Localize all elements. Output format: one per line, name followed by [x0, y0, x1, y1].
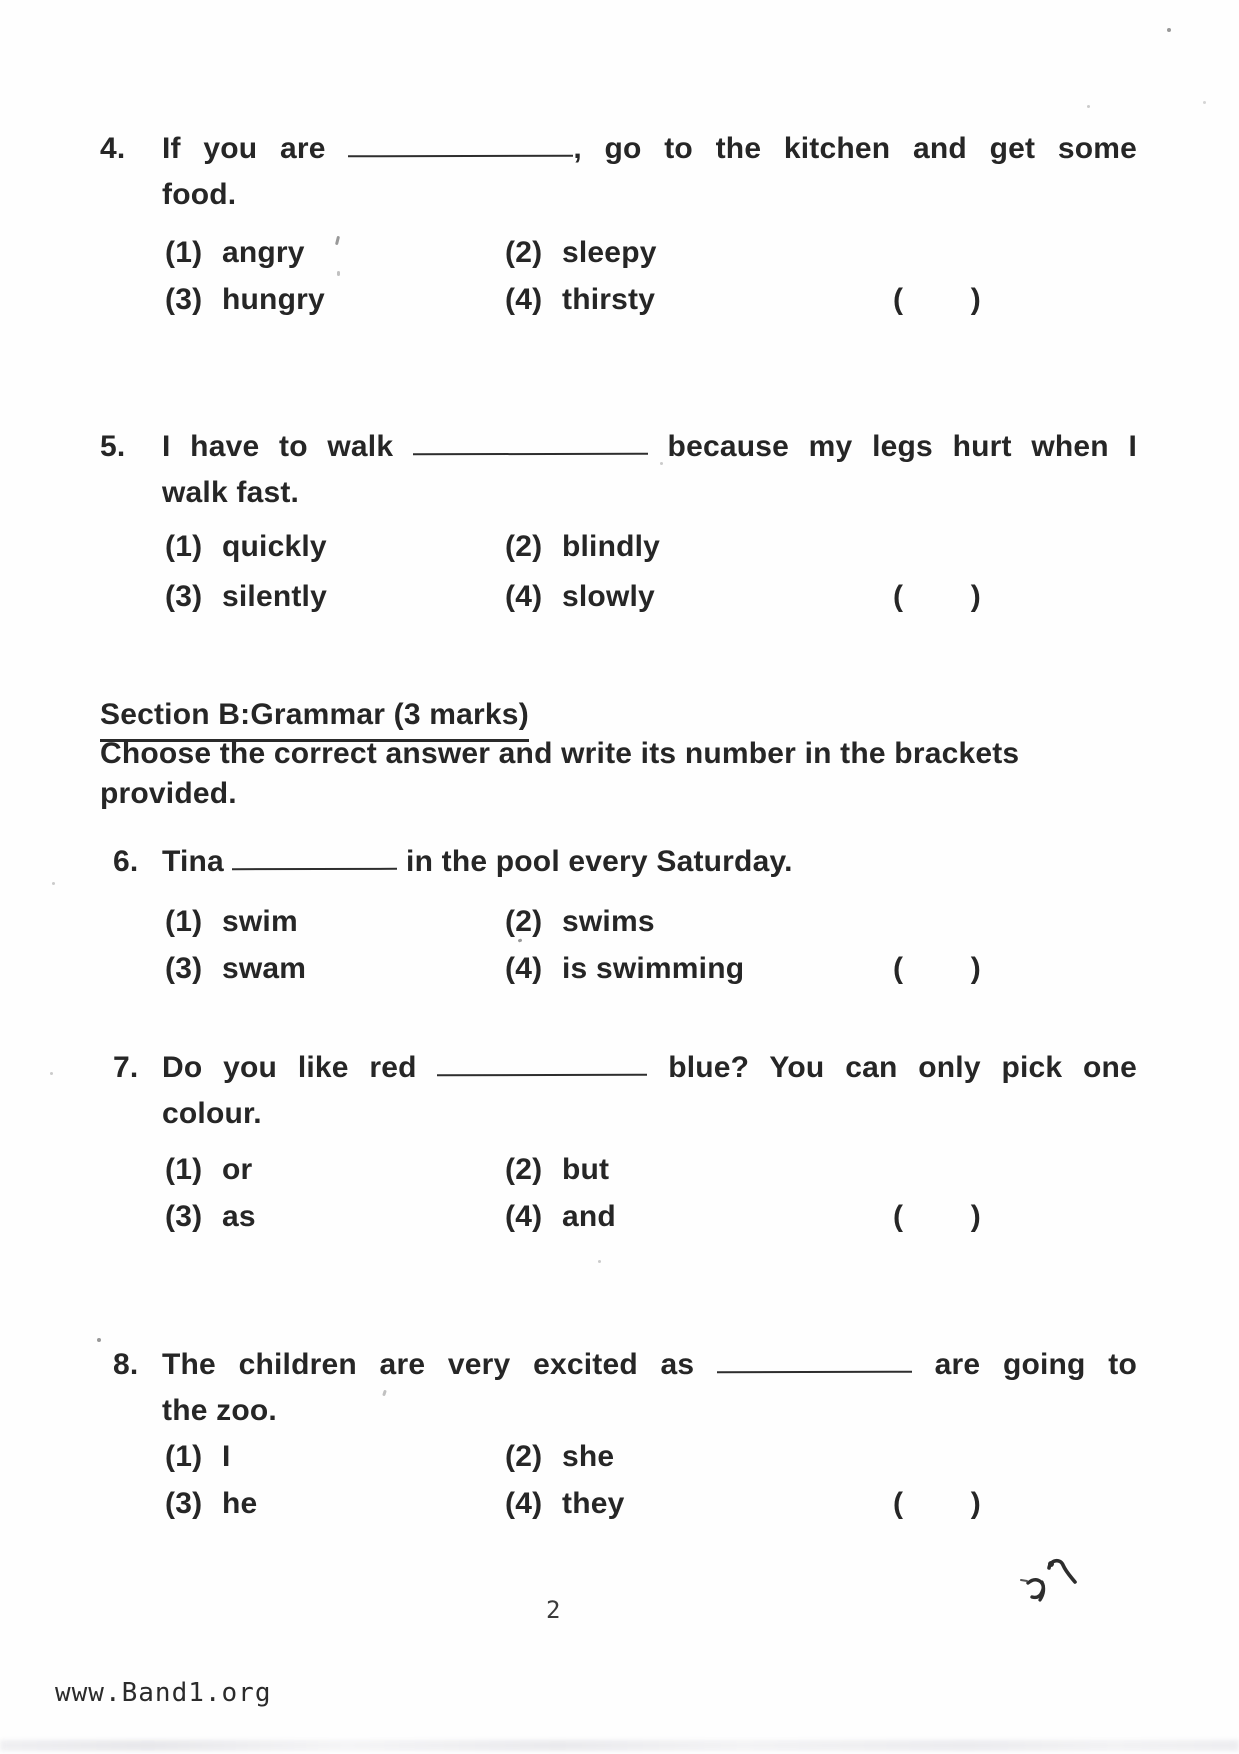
option-marker: (1) [165, 905, 203, 938]
bracket-close: ) [970, 952, 981, 985]
option-marker: (1) [165, 236, 203, 269]
option-marker: (2) [505, 1440, 543, 1473]
question-7-line2: colour. [162, 1097, 262, 1130]
scan-speck [52, 882, 55, 885]
scan-speck [1167, 28, 1171, 32]
bracket-close: ) [970, 1487, 981, 1520]
question-7-text-before: Do you like red [162, 1051, 417, 1084]
question-4-text-after: , go to the kitchen and get some [573, 132, 1137, 165]
option-label: is swimming [562, 952, 745, 985]
question-7-answer-brackets [893, 1194, 981, 1240]
scan-speck [50, 1072, 53, 1075]
option-marker: (3) [165, 580, 203, 613]
footer-url: www.Band1.org [55, 1678, 272, 1708]
question-4-answer-blank [348, 155, 573, 158]
section-b-instructions-line2: provided. [100, 777, 237, 810]
scan-speck [382, 1390, 387, 1397]
question-8-number: 8. [113, 1348, 139, 1381]
question-6-text-after: in the pool every Saturday. [406, 845, 793, 878]
option-label: slowly [562, 580, 655, 613]
option-label: quickly [222, 530, 327, 563]
option-marker: (2) [505, 530, 543, 563]
question-5-answer-brackets [893, 574, 981, 620]
option-marker: (2) [505, 905, 543, 938]
option-label: they [562, 1487, 625, 1520]
question-6-line1 [162, 839, 1137, 885]
option-marker: (3) [165, 283, 203, 316]
option-marker: (3) [165, 1487, 203, 1520]
option-label: she [562, 1440, 615, 1473]
question-6-options-row1 [165, 899, 995, 945]
question-5-line2: walk fast. [162, 476, 300, 509]
option-label: as [222, 1200, 256, 1233]
question-7-options-row1 [165, 1147, 995, 1193]
question-8-line2: the zoo. [162, 1394, 277, 1427]
bracket-close: ) [970, 580, 981, 613]
option-label: sleepy [562, 236, 657, 269]
option-marker: (1) [165, 1440, 203, 1473]
question-8-answer-blank [717, 1371, 912, 1374]
question-5-text-after: because my legs hurt when I [667, 430, 1137, 463]
question-6-number: 6. [113, 845, 139, 878]
option-label: swam [222, 952, 307, 985]
option-marker: (3) [165, 952, 203, 985]
question-5-options-row1 [165, 524, 995, 570]
option-marker: (2) [505, 1153, 543, 1186]
option-label: swims [562, 905, 655, 938]
question-7-text-after: blue? You can only pick one [668, 1051, 1137, 1084]
question-5-line1 [162, 424, 1137, 470]
option-label: silently [222, 580, 327, 613]
option-label: and [562, 1200, 616, 1233]
option-marker: (4) [505, 1487, 543, 1520]
option-label: hungry [222, 283, 325, 316]
scan-speck [337, 271, 340, 276]
bracket-close: ) [970, 283, 981, 316]
scanner-edge-smudge [0, 1740, 1239, 1751]
question-8-options-row2 [165, 1481, 995, 1527]
option-marker: (4) [505, 283, 543, 316]
scan-speck [1087, 105, 1090, 108]
option-label: he [222, 1487, 258, 1520]
bracket-close: ) [970, 1200, 981, 1233]
option-marker: (1) [165, 530, 203, 563]
option-label: angry [222, 236, 305, 269]
option-marker: (4) [505, 580, 543, 613]
scan-speck [598, 1260, 601, 1263]
question-6-answer-brackets [893, 946, 981, 992]
question-6-options-row2 [165, 946, 995, 992]
bracket-open: ( [893, 952, 904, 985]
question-8-text-after: are going to [934, 1348, 1137, 1381]
section-b-title: Section B:Grammar (3 marks) [100, 692, 529, 742]
question-7-number: 7. [113, 1051, 139, 1084]
option-marker: (4) [505, 952, 543, 985]
question-5-options-row2 [165, 574, 995, 620]
bracket-open: ( [893, 1200, 904, 1233]
question-4-options-row1 [165, 230, 995, 276]
question-6-answer-blank [232, 868, 397, 870]
question-4-answer-brackets [893, 277, 981, 323]
question-8-line1 [162, 1342, 1137, 1388]
option-label: or [222, 1153, 253, 1186]
scan-speck [97, 1338, 101, 1342]
question-7-line1 [162, 1045, 1137, 1091]
question-5-number: 5. [100, 430, 126, 463]
question-6-text-before: Tina [162, 845, 224, 878]
bracket-open: ( [893, 283, 904, 316]
question-4-number: 4. [100, 132, 126, 165]
page-number: 2 [546, 1596, 561, 1624]
question-7-answer-blank [437, 1074, 647, 1077]
question-8-text-before: The children are very excited as [162, 1348, 695, 1381]
question-5-text-before: I have to walk [162, 430, 394, 463]
option-marker: (2) [505, 236, 543, 269]
bracket-open: ( [893, 1487, 904, 1520]
option-marker: (1) [165, 1153, 203, 1186]
scan-speck [1203, 101, 1206, 104]
option-label: thirsty [562, 283, 656, 316]
question-4-text-before: If you are [162, 132, 326, 165]
option-label: swim [222, 905, 298, 938]
option-label: blindly [562, 530, 661, 563]
question-4-options-row2 [165, 277, 995, 323]
question-8-options-row1 [165, 1434, 995, 1480]
question-4-line1 [162, 126, 1137, 172]
question-7-options-row2 [165, 1194, 995, 1240]
question-4-line2: food. [162, 178, 237, 211]
scan-speck [660, 462, 663, 465]
bracket-open: ( [893, 580, 904, 613]
option-label: but [562, 1153, 610, 1186]
section-b-instructions-line1: Choose the correct answer and write its number in the brackets [100, 737, 1020, 770]
option-marker: (4) [505, 1200, 543, 1233]
question-5-answer-blank [413, 453, 648, 456]
option-marker: (3) [165, 1200, 203, 1233]
handwritten-mark [1018, 1554, 1082, 1610]
question-8-answer-brackets [893, 1481, 981, 1527]
option-label: I [222, 1440, 231, 1473]
